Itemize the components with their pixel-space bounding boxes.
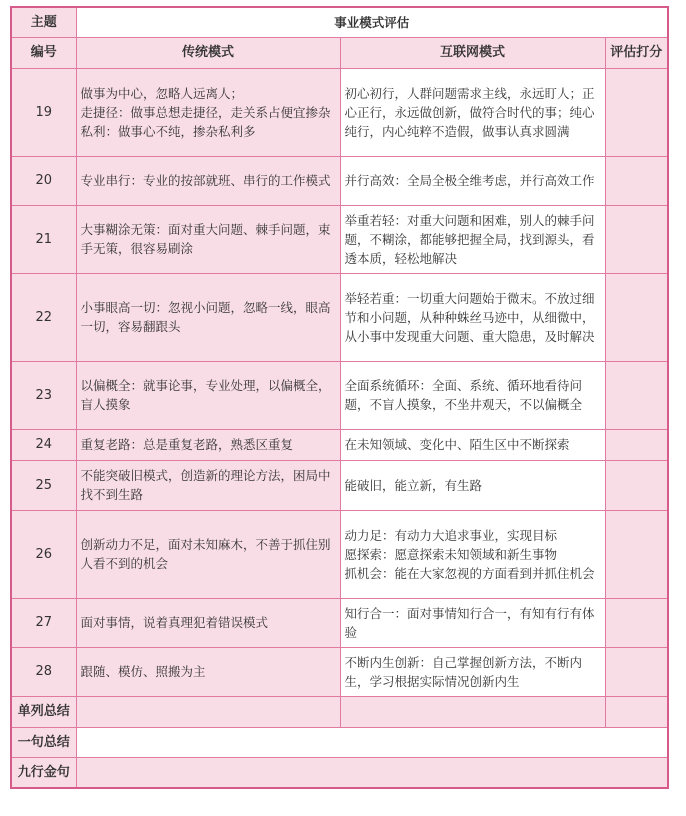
column-summary-internet-cell[interactable] bbox=[340, 696, 605, 727]
traditional-mode-cell: 以偏概全：就事论事，专业处理，以偏概全，盲人摸象 bbox=[76, 361, 340, 429]
internet-mode-cell: 能破旧，能立新，有生路 bbox=[340, 460, 605, 510]
table-row bbox=[11, 460, 668, 510]
table-row bbox=[11, 429, 668, 460]
table-row bbox=[11, 205, 668, 273]
nine-line-cell[interactable] bbox=[76, 757, 668, 788]
internet-mode-cell: 不断内生创新：自己掌握创新方法，不断内生，学习根据实际情况创新内生 bbox=[340, 647, 605, 696]
row-number: 24 bbox=[11, 429, 76, 460]
row-number: 20 bbox=[11, 156, 76, 205]
row-number: 23 bbox=[11, 361, 76, 429]
score-cell[interactable] bbox=[605, 273, 668, 361]
one-sentence-label: 一句总结 bbox=[11, 727, 76, 757]
column-summary-row bbox=[11, 696, 668, 727]
table-row bbox=[11, 273, 668, 361]
row-number: 25 bbox=[11, 460, 76, 510]
traditional-mode-cell: 跟随、模仿、照搬为主 bbox=[76, 647, 340, 696]
internet-mode-cell: 全面系统循环：全面、系统、循环地看待问题，不盲人摸象，不坐井观天，不以偏概全 bbox=[340, 361, 605, 429]
score-cell[interactable] bbox=[605, 429, 668, 460]
table-row bbox=[11, 647, 668, 696]
table-row bbox=[11, 361, 668, 429]
traditional-mode-cell: 不能突破旧模式，创造新的理论方法，困局中找不到生路 bbox=[76, 460, 340, 510]
traditional-mode-cell: 大事糊涂无策：面对重大问题、棘手问题，束手无策，很容易刷涂 bbox=[76, 205, 340, 273]
score-cell[interactable] bbox=[605, 361, 668, 429]
traditional-mode-cell: 创新动力不足，面对未知麻木，不善于抓住别人看不到的机会 bbox=[76, 510, 340, 598]
traditional-mode-cell: 小事眼高一切：忽视小问题，忽略一线，眼高一切，容易翻跟头 bbox=[76, 273, 340, 361]
traditional-mode-cell: 专业串行：专业的按部就班、串行的工作模式 bbox=[76, 156, 340, 205]
score-cell[interactable] bbox=[605, 598, 668, 647]
topic-row bbox=[11, 7, 668, 37]
col-header-no: 编号 bbox=[11, 37, 76, 68]
table-row bbox=[11, 598, 668, 647]
column-summary-label: 单列总结 bbox=[11, 696, 76, 727]
internet-mode-cell: 初心初行，人群问题需求主线，永远盯人；正心正行，永远做创新，做符合时代的事；纯心纯行，内心纯粹不造假，做事认真求圆满 bbox=[340, 68, 605, 156]
internet-mode-cell: 知行合一：面对事情知行合一，有知有行有体验 bbox=[340, 598, 605, 647]
traditional-mode-cell: 重复老路：总是重复老路，熟悉区重复 bbox=[76, 429, 340, 460]
score-cell[interactable] bbox=[605, 68, 668, 156]
score-cell[interactable] bbox=[605, 205, 668, 273]
col-header-traditional: 传统模式 bbox=[76, 37, 340, 68]
nine-line-label: 九行金句 bbox=[11, 757, 76, 788]
nine-line-row bbox=[11, 757, 668, 788]
table-row bbox=[11, 510, 668, 598]
row-number: 27 bbox=[11, 598, 76, 647]
internet-mode-cell: 在未知领域、变化中、陌生区中不断探索 bbox=[340, 429, 605, 460]
column-summary-traditional-cell[interactable] bbox=[76, 696, 340, 727]
row-number: 21 bbox=[11, 205, 76, 273]
row-number: 22 bbox=[11, 273, 76, 361]
one-sentence-cell[interactable] bbox=[76, 727, 668, 757]
score-cell[interactable] bbox=[605, 460, 668, 510]
table-title: 事业模式评估 bbox=[76, 7, 668, 37]
score-cell[interactable] bbox=[605, 156, 668, 205]
traditional-mode-cell: 做事为中心，忽略人远离人； 走捷径：做事总想走捷径，走关系占便宜掺杂私利：做事心不纯，掺杂私利多 bbox=[76, 68, 340, 156]
score-cell[interactable] bbox=[605, 647, 668, 696]
table-row bbox=[11, 156, 668, 205]
row-number: 26 bbox=[11, 510, 76, 598]
traditional-mode-cell: 面对事情，说着真理犯着错误模式 bbox=[76, 598, 340, 647]
col-header-internet: 互联网模式 bbox=[340, 37, 605, 68]
row-number: 19 bbox=[11, 68, 76, 156]
internet-mode-cell: 并行高效：全局全极全维考虑，并行高效工作 bbox=[340, 156, 605, 205]
internet-mode-cell: 举重若轻：对重大问题和困难，别人的棘手问题，不糊涂，都能够把握全局，找到源头，看透本质，轻松地解决 bbox=[340, 205, 605, 273]
internet-mode-cell: 动力足：有动力大追求事业，实现目标 愿探索：愿意探索未知领域和新生事物 抓机会：能在大家忽视的方面看到并抓住机会 bbox=[340, 510, 605, 598]
evaluation-table bbox=[10, 6, 669, 789]
table-row bbox=[11, 68, 668, 156]
column-summary-score-cell[interactable] bbox=[605, 696, 668, 727]
column-header-row bbox=[11, 37, 668, 68]
score-cell[interactable] bbox=[605, 510, 668, 598]
internet-mode-cell: 举轻若重：一切重大问题始于微末。不放过细节和小问题，从种种蛛丝马迹中，从细微中，从小事中发现重大问题、重大隐患，及时解决 bbox=[340, 273, 605, 361]
topic-label: 主题 bbox=[11, 7, 76, 37]
col-header-score: 评估打分 bbox=[605, 37, 668, 68]
row-number: 28 bbox=[11, 647, 76, 696]
one-sentence-row bbox=[11, 727, 668, 757]
